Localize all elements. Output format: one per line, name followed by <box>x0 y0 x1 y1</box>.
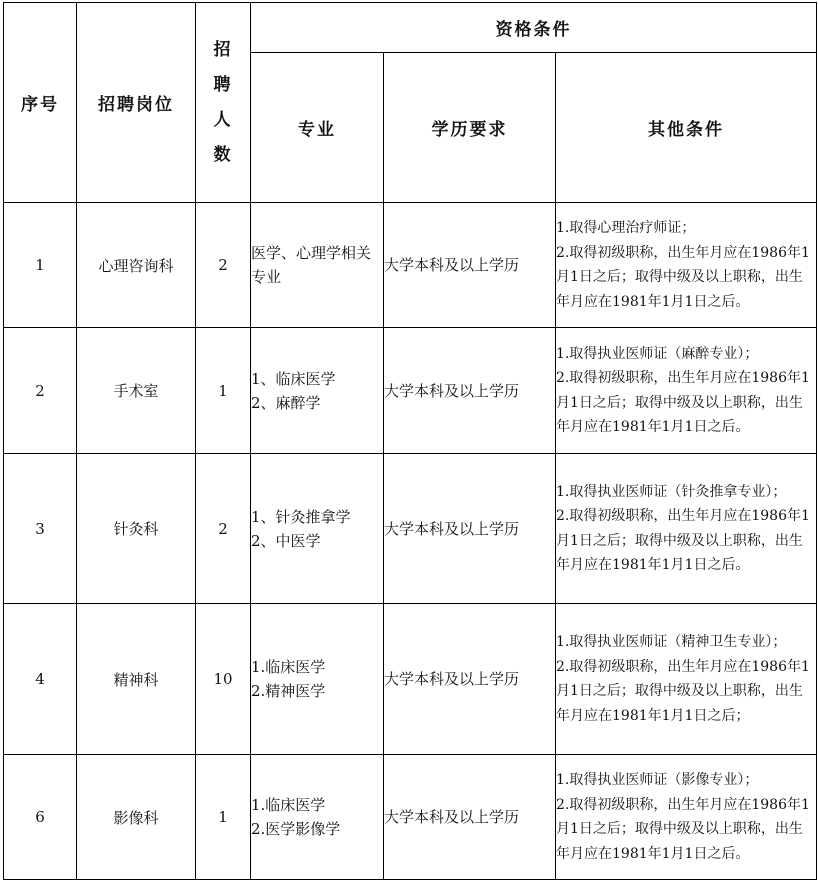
recruitment-table <box>3 2 817 880</box>
other-line: 2.取得初级职称，出生年月应在1986年1月1日之后；取得中级及以上职称，出生年月应在1981年1月1日之后。 <box>556 244 810 310</box>
row-education: 大学本科及以上学历 <box>384 755 556 880</box>
row-position: 针灸科 <box>77 454 196 604</box>
row-index: 1 <box>4 203 77 328</box>
row-position: 精神科 <box>77 604 196 755</box>
table-row <box>4 755 817 880</box>
row-major <box>251 604 384 755</box>
row-other <box>556 328 817 454</box>
row-education: 大学本科及以上学历 <box>384 328 556 454</box>
row-index: 2 <box>4 328 77 454</box>
other-line: 2.取得初级职称，出生年月应在1986年1月1日之后；取得中级及以上职称，出生年月应在1981年1月1日之后。 <box>556 508 810 573</box>
header-count-char: 招 <box>213 39 233 60</box>
row-major <box>251 328 384 454</box>
header-count-char: 人 <box>213 109 233 130</box>
row-count: 10 <box>196 604 251 755</box>
row-index: 4 <box>4 604 77 755</box>
row-count: 2 <box>196 454 251 604</box>
major-line: 1、临床医学 <box>251 369 336 388</box>
major-line: 1、针灸推拿学 <box>251 507 351 526</box>
major-line: 1.临床医学 <box>251 796 326 814</box>
row-major <box>251 755 384 880</box>
row-position: 手术室 <box>77 328 196 454</box>
row-index: 6 <box>4 755 77 880</box>
table-row <box>4 203 817 328</box>
row-position: 心理咨询科 <box>77 203 196 328</box>
row-major <box>251 203 384 328</box>
other-line: 1.取得执业医师证（影像专业）； <box>556 772 759 788</box>
header-count-char: 数 <box>213 144 233 165</box>
other-line: 2.取得初级职称，出生年月应在1986年1月1日之后；取得中级及以上职称，出生年月应在1981年1月1日之后。 <box>556 370 810 435</box>
other-line: 2.取得初级职称，出生年月应在1986年1月1日之后；取得中级及以上职称，出生年月应在1981年1月1日之后； <box>556 658 810 724</box>
other-line: 1.取得执业医师证（麻醉专业）； <box>556 345 759 362</box>
header-index: 序号 <box>4 3 77 203</box>
major-line: 2.精神医学 <box>251 682 326 700</box>
row-position: 影像科 <box>77 755 196 880</box>
header-education: 学历要求 <box>384 53 556 203</box>
major-line: 2、中医学 <box>251 531 321 550</box>
major-line: 医学、心理学相关专业 <box>251 244 372 286</box>
row-other <box>556 755 817 880</box>
other-line: 1.取得执业医师证（精神卫生专业）； <box>556 634 787 650</box>
header-count-char: 聘 <box>213 74 233 95</box>
header-major: 专业 <box>251 53 384 203</box>
table-row <box>4 604 817 755</box>
row-education: 大学本科及以上学历 <box>384 454 556 604</box>
row-count: 1 <box>196 328 251 454</box>
row-education: 大学本科及以上学历 <box>384 604 556 755</box>
major-line: 1.临床医学 <box>251 658 326 676</box>
other-line: 2.取得初级职称，出生年月应在1986年1月1日之后；取得中级及以上职称，出生年月应在1981年1月1日之后。 <box>556 796 810 862</box>
table-row <box>4 328 817 454</box>
row-index: 3 <box>4 454 77 604</box>
header-qualification: 资格条件 <box>251 3 817 53</box>
row-other <box>556 604 817 755</box>
header-other: 其他条件 <box>556 53 817 203</box>
major-line: 2、麻醉学 <box>251 393 321 412</box>
other-line: 1.取得心理治疗师证； <box>556 220 696 236</box>
major-line: 2.医学影像学 <box>251 820 341 838</box>
header-position: 招聘岗位 <box>77 3 196 203</box>
row-count: 1 <box>196 755 251 880</box>
other-line: 1.取得执业医师证（针灸推拿专业）； <box>556 483 787 500</box>
row-major <box>251 454 384 604</box>
table-row <box>4 454 817 604</box>
row-count: 2 <box>196 203 251 328</box>
row-other <box>556 454 817 604</box>
row-other <box>556 203 817 328</box>
header-count <box>196 3 251 203</box>
row-education: 大学本科及以上学历 <box>384 203 556 328</box>
